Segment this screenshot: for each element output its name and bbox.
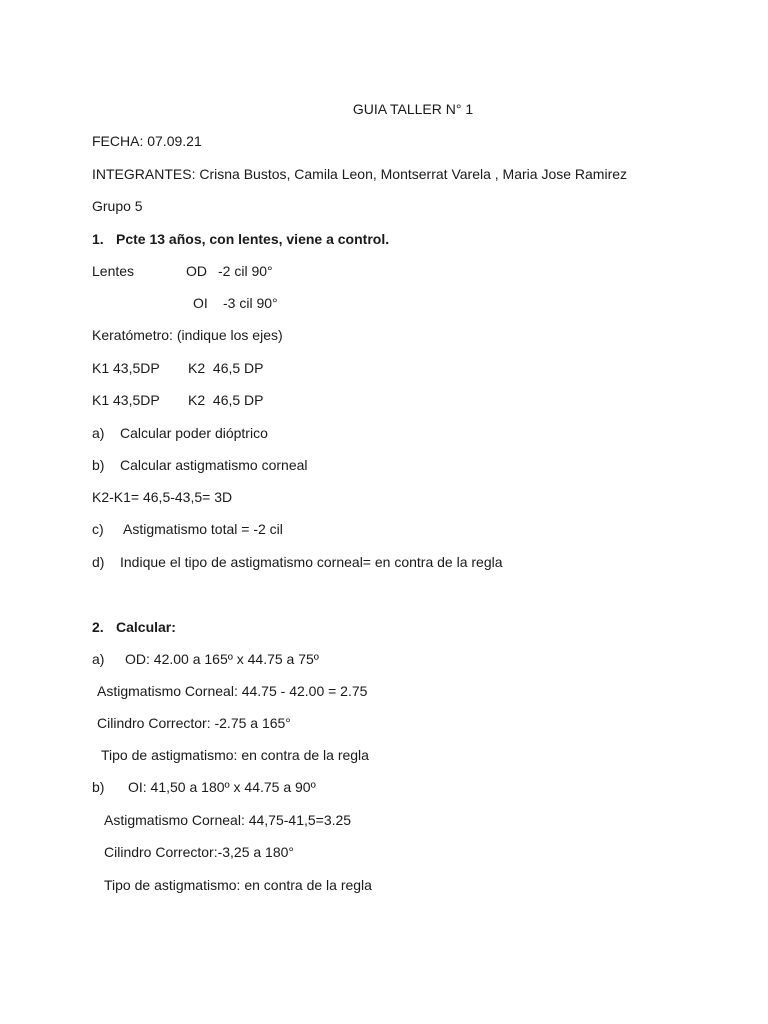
q1-od-value: -2 cil 90°	[218, 263, 273, 279]
page-title: GUIA TALLER N° 1	[352, 101, 474, 117]
q1-d-marker: d)	[92, 554, 105, 570]
q2-a-marker: a)	[92, 651, 105, 667]
group-line: Grupo 5	[92, 198, 143, 214]
members-line: INTEGRANTES: Crisna Bustos, Camila Leon, Montserrat Varela , Maria Jose Ramirez	[92, 166, 628, 182]
q2-b-astigmatism: Astigmatismo Corneal: 44,75-41,5=3.25	[104, 812, 352, 828]
q1-oi-eye: OI	[193, 295, 208, 311]
q2-number: 2.	[92, 619, 104, 635]
q1-keratometro: Keratómetro: (indique los ejes)	[92, 327, 283, 343]
q1-od-eye: OD	[186, 263, 207, 279]
date-line: FECHA: 07.09.21	[92, 133, 202, 149]
q1-k-row1-k1: K1 43,5DP	[92, 360, 160, 376]
q1-oi-value: -3 cil 90°	[223, 295, 278, 311]
q1-k-row2-k2: K2 46,5 DP	[188, 392, 264, 408]
q1-b-marker: b)	[92, 457, 105, 473]
q2-a-cylinder: Cilindro Corrector: -2.75 a 165°	[97, 715, 291, 731]
q2-a-astigmatism: Astigmatismo Corneal: 44.75 - 42.00 = 2.75	[97, 683, 368, 699]
q1-d-text: Indique el tipo de astigmatismo corneal= en contra de la regla	[120, 554, 503, 570]
q1-k-diff: K2-K1= 46,5-43,5= 3D	[92, 489, 233, 505]
q1-k-row1-k2: K2 46,5 DP	[188, 360, 264, 376]
q1-c-text: Astigmatismo total = -2 cil	[123, 521, 283, 537]
q2-a-type: Tipo de astigmatismo: en contra de la regla	[101, 747, 369, 763]
q2-b-cylinder: Cilindro Corrector:-3,25 a 180°	[104, 844, 295, 860]
q2-heading: Calcular:	[116, 619, 176, 635]
q2-a-text: OD: 42.00 a 165º x 44.75 a 75º	[125, 651, 319, 667]
q1-a-marker: a)	[92, 425, 105, 441]
q1-number: 1.	[92, 231, 104, 247]
q2-b-text: OI: 41,50 a 180º x 44.75 a 90º	[128, 779, 316, 795]
q2-b-type: Tipo de astigmatismo: en contra de la regla	[104, 877, 372, 893]
q1-c-marker: c)	[92, 521, 104, 537]
q1-a-text: Calcular poder dióptrico	[120, 425, 268, 441]
q1-b-text: Calcular astigmatismo corneal	[120, 457, 308, 473]
q1-k-row2-k1: K1 43,5DP	[92, 392, 160, 408]
q2-b-marker: b)	[92, 779, 105, 795]
q1-heading: Pcte 13 años, con lentes, viene a control.	[116, 231, 390, 247]
q1-lentes-label: Lentes	[92, 263, 135, 279]
